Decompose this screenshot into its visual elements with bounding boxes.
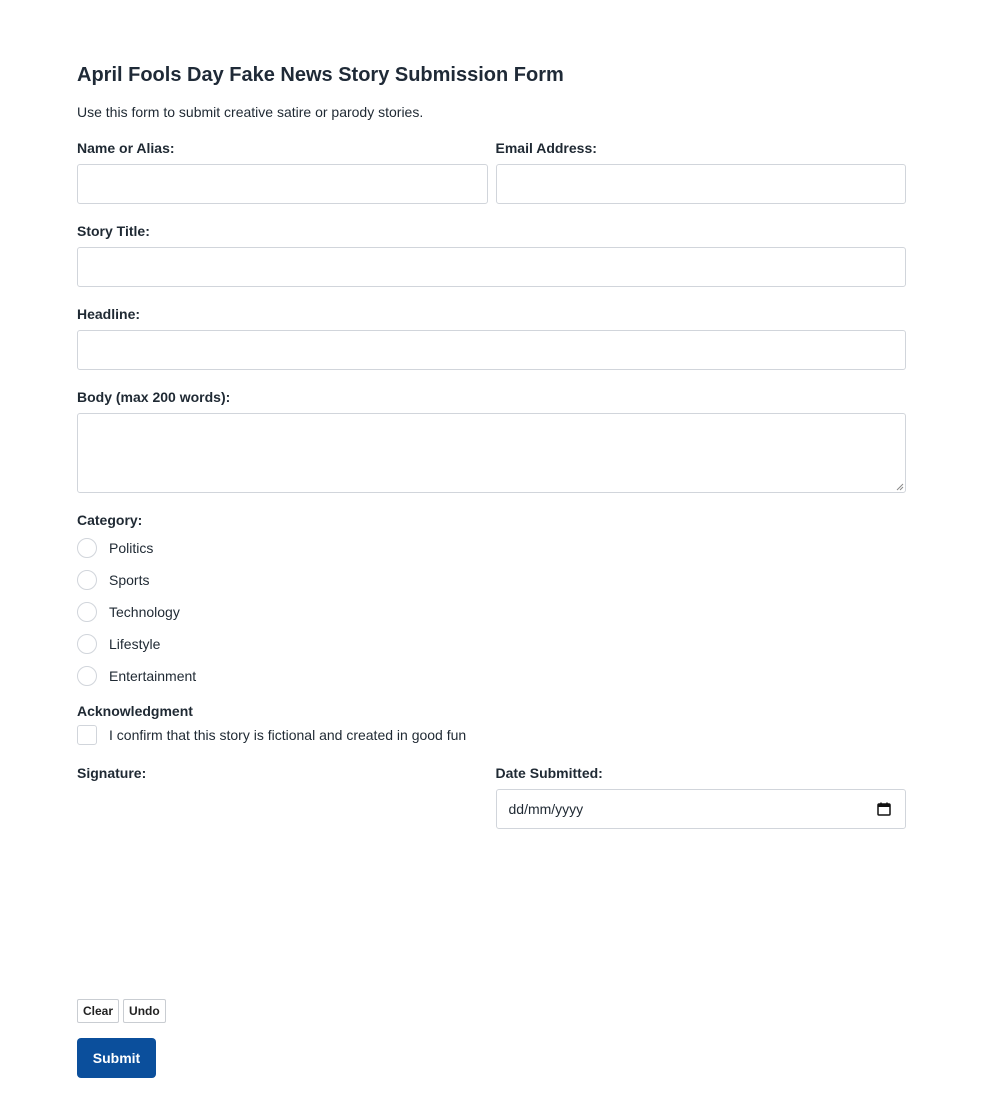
- body-group: [77, 387, 906, 493]
- category-label: Category:: [77, 512, 143, 528]
- radio-label-lifestyle: Lifestyle: [109, 636, 161, 652]
- headline-label: Headline:: [77, 306, 141, 322]
- headline-group: [77, 304, 906, 370]
- name-group: [77, 138, 488, 204]
- form-intro: Use this form to submit creative satire or parody stories.: [77, 104, 424, 120]
- email-group: [496, 138, 907, 204]
- radio-technology[interactable]: [77, 602, 97, 622]
- acknowledgment-row[interactable]: [77, 721, 906, 749]
- email-label: Email Address:: [495, 140, 597, 156]
- acknowledgment-group: [77, 701, 906, 749]
- acknowledgment-checkbox[interactable]: [77, 725, 97, 745]
- radio-label-politics: Politics: [109, 540, 154, 556]
- name-label: Name or Alias:: [77, 140, 175, 156]
- clear-signature-button[interactable]: Clear: [77, 999, 119, 1023]
- radio-entertainment[interactable]: [77, 666, 97, 686]
- calendar-icon[interactable]: [877, 802, 891, 816]
- story-title-input[interactable]: [77, 247, 906, 287]
- story-title-group: [77, 221, 906, 287]
- form-title: April Fools Day Fake News Story Submission Form: [77, 64, 564, 86]
- email-input[interactable]: [496, 164, 907, 204]
- category-option-sports[interactable]: [77, 564, 906, 596]
- headline-input[interactable]: [77, 330, 906, 370]
- category-option-lifestyle[interactable]: [77, 628, 906, 660]
- submit-button[interactable]: Submit: [77, 1038, 156, 1078]
- acknowledgment-label: Acknowledgment: [77, 703, 193, 719]
- signature-controls: [77, 999, 166, 1023]
- resize-handle-icon[interactable]: [896, 483, 904, 491]
- name-email-row: [77, 138, 906, 204]
- category-option-politics[interactable]: [77, 532, 906, 564]
- acknowledgment-checkbox-label: I confirm that this story is fictional and created in good fun: [109, 727, 467, 743]
- undo-signature-button[interactable]: Undo: [123, 999, 166, 1023]
- story-title-label: Story Title:: [77, 223, 150, 239]
- submission-form: [77, 60, 906, 963]
- radio-label-technology: Technology: [109, 604, 180, 620]
- name-input[interactable]: [77, 164, 488, 204]
- category-group: [77, 510, 906, 692]
- date-placeholder: dd/mm/yyyy: [508, 801, 584, 817]
- signature-group: [77, 763, 488, 963]
- signature-label: Signature:: [77, 765, 147, 781]
- radio-lifestyle[interactable]: [77, 634, 97, 654]
- radio-politics[interactable]: [77, 538, 97, 558]
- date-label: Date Submitted:: [495, 765, 603, 781]
- date-group: [496, 763, 907, 963]
- signature-date-row: [77, 763, 906, 963]
- date-input[interactable]: [496, 789, 907, 829]
- radio-sports[interactable]: [77, 570, 97, 590]
- category-option-technology[interactable]: [77, 596, 906, 628]
- body-textarea[interactable]: [77, 413, 906, 493]
- radio-label-sports: Sports: [109, 572, 150, 588]
- category-option-entertainment[interactable]: [77, 660, 906, 692]
- category-radio-list: [77, 532, 906, 692]
- radio-label-entertainment: Entertainment: [109, 668, 197, 684]
- body-label: Body (max 200 words):: [77, 389, 231, 405]
- signature-pad[interactable]: [77, 783, 488, 963]
